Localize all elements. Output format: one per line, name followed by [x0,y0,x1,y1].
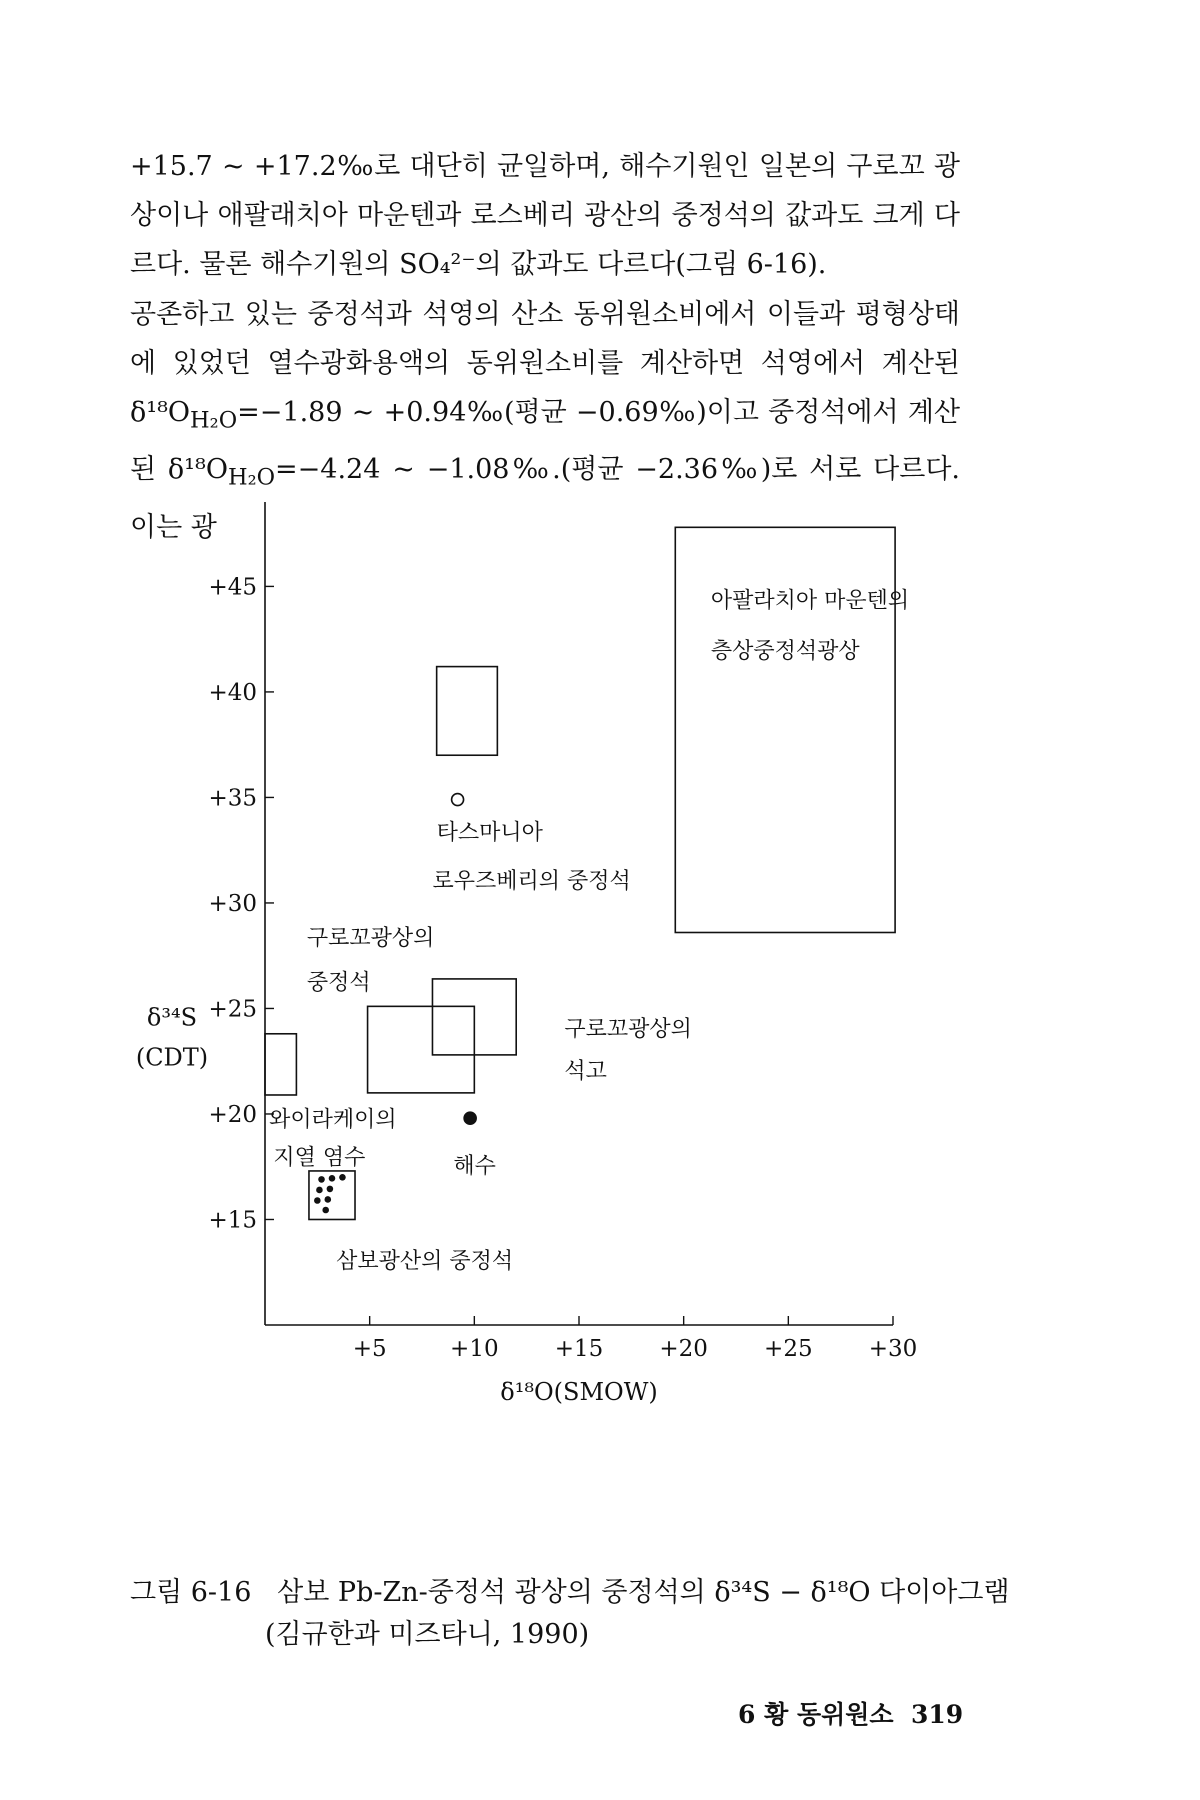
x-tick-label: +15 [554,1336,604,1362]
region-label: 석고 [564,1059,607,1085]
paragraph-1: +15.7 ~ +17.2‰로 대단히 균일하며, 해수기원인 일본의 구로꼬 광상이나 애팔래치아 마운텐과 로스베리 광산의 중정석의 값과도 크게 다르다. 물론 해수기원의 SO₄²⁻의 값과도 다르다(그림 6-16). [130,151,960,280]
region-label: 아팔라치아 마운텐의 [710,588,910,614]
region-label: 중정석 [306,970,371,996]
x-tick-label: +5 [352,1336,387,1362]
y-axis-label-unit: (CDT) [135,1043,209,1072]
caption-label: 그림 6-16 [130,1577,252,1608]
region-label: 구로꼬광상의 [564,1016,692,1042]
labels [269,589,909,1275]
y-tick-label: +15 [208,1207,257,1234]
caption-text: 삼보 Pb-Zn-중정석 광상의 중정석의 δ³⁴S − δ¹⁸O 다이아그램 [277,1577,1010,1608]
sambo-dot [314,1197,321,1204]
region-box [265,1034,296,1095]
caption-source: (김규한과 미즈타니, 1990) [265,1619,590,1650]
y-tick-label: +35 [208,785,257,812]
page-footer [738,1695,963,1731]
y-tick-label: +40 [208,679,257,706]
x-tick-label: +30 [868,1336,918,1362]
axes [136,502,917,1406]
x-tick-label: +25 [764,1336,813,1362]
region-label: 지열 염수 [273,1145,366,1171]
sambo-dot [329,1175,336,1182]
paragraph-2: 공존하고 있는 중정석과 석영의 산소 동위원소비에서 이들과 평형상태에 있었던 열수광화용액의 동위원소비를 계산하면 석영에서 계산된 $\delta^{18}O_{H_2O}=-1.89$ ~ +0.94‰(평균 −0.69‰)이고 중정석에서 계산된 $\delta^{18}O_{H_2O}=-4.24$ ~ −1.08‰.(평균 −2.36‰)로 서로 다르다. 이는 광 [130,299,960,543]
x-axis-label: δ¹⁸O(SMOW) [500,1378,658,1406]
region-label: 구로꼬광상의 [306,926,435,952]
sambo-dot [325,1196,332,1203]
region-label: 해수 [453,1154,496,1180]
page-number: 319 [910,1700,964,1729]
region-box [368,1006,475,1093]
sambo-dot [327,1186,334,1193]
sambo-dot [322,1207,329,1214]
seawater-point [464,1112,476,1124]
footer-chapter: 6 황 동위원소 [738,1700,894,1729]
region-label: 층상중정석광상 [710,639,860,665]
y-tick-label: +45 [208,574,257,601]
region-label: 타스마니아 [436,820,543,846]
region-label: 로우즈베리의 중정석 [432,869,631,895]
y-tick-label: +25 [208,996,257,1023]
sambo-dot [339,1174,346,1181]
region-box [437,667,498,756]
region-label: 와이라케이의 [269,1107,397,1133]
sambo-dot [318,1176,325,1183]
y-tick-label: +20 [208,1101,257,1128]
x-tick-label: +20 [659,1336,708,1362]
figure-caption [130,1570,1010,1609]
x-tick-label: +10 [450,1336,499,1362]
tasmania-point [452,794,464,806]
y-tick-label: +30 [208,890,257,917]
y-axis-label: δ³⁴S [146,1003,198,1032]
sambo-dot [316,1187,323,1194]
region-label: 삼보광산의 중정석 [336,1249,514,1275]
